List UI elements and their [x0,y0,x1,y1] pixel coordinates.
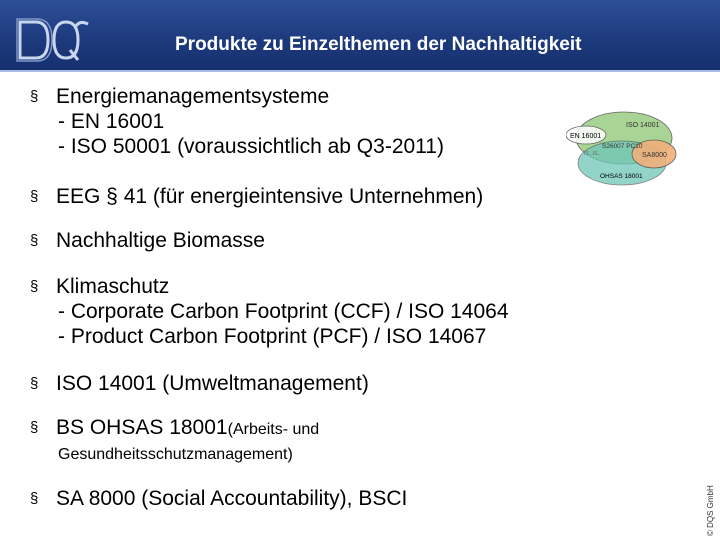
venn-label: EN 16001 [570,133,602,140]
bullet-text-suffix: (Arbeits- und [227,421,320,438]
page-title: Produkte zu Einzelthemen der Nachhaltigkeit [175,34,582,55]
bullet-marker: § [30,188,39,205]
bullet-text: Klimaschutz [56,275,170,298]
bullet-text: BS OHSAS 18001 [56,416,228,439]
bullet-text: SA 8000 (Social Accountability), BSCI [56,487,408,510]
bullet-marker: § [30,88,39,105]
venn-label: S26007 PC10 [602,143,643,150]
copyright-notice [703,440,717,536]
venn-label: SA8000 [642,152,667,159]
bullet-sub-item: - Corporate Carbon Footprint (CCF) / ISO 14064 [58,300,509,323]
bullet-sub-item: - ISO 50001 (voraussichtlich ab Q3-2011) [58,135,444,158]
bullet-marker: § [30,490,39,507]
bullet-sub-item: Gesundheitsschutzmanagement) [58,446,293,463]
copyright-text: © DQS GmbH [706,485,715,536]
bullet-sub-item: - Product Carbon Footprint (PCF) / ISO 14067 [58,325,487,348]
bullet-text: EEG § 41 (für energieintensive Unternehmen) [56,185,484,208]
bullet-sub-item: - EN 16001 [58,110,165,133]
standards-venn-diagram [566,108,678,190]
bullet-text: Energiemanagementsysteme [56,85,330,108]
venn-label: OHSAS 18001 [600,173,643,180]
bullet-marker: § [30,375,39,392]
dqs-logo [14,14,92,66]
bullet-text: Nachhaltige Biomasse [56,229,265,252]
bullet-marker: § [30,419,39,436]
venn-label: ISO 14001 [626,122,660,129]
header-bar [0,0,720,72]
bullet-text: ISO 14001 (Umweltmanagement) [56,372,369,395]
bullet-marker: § [30,232,39,249]
venn-label: IS...IS... [584,151,602,157]
bullet-marker: § [30,278,39,295]
